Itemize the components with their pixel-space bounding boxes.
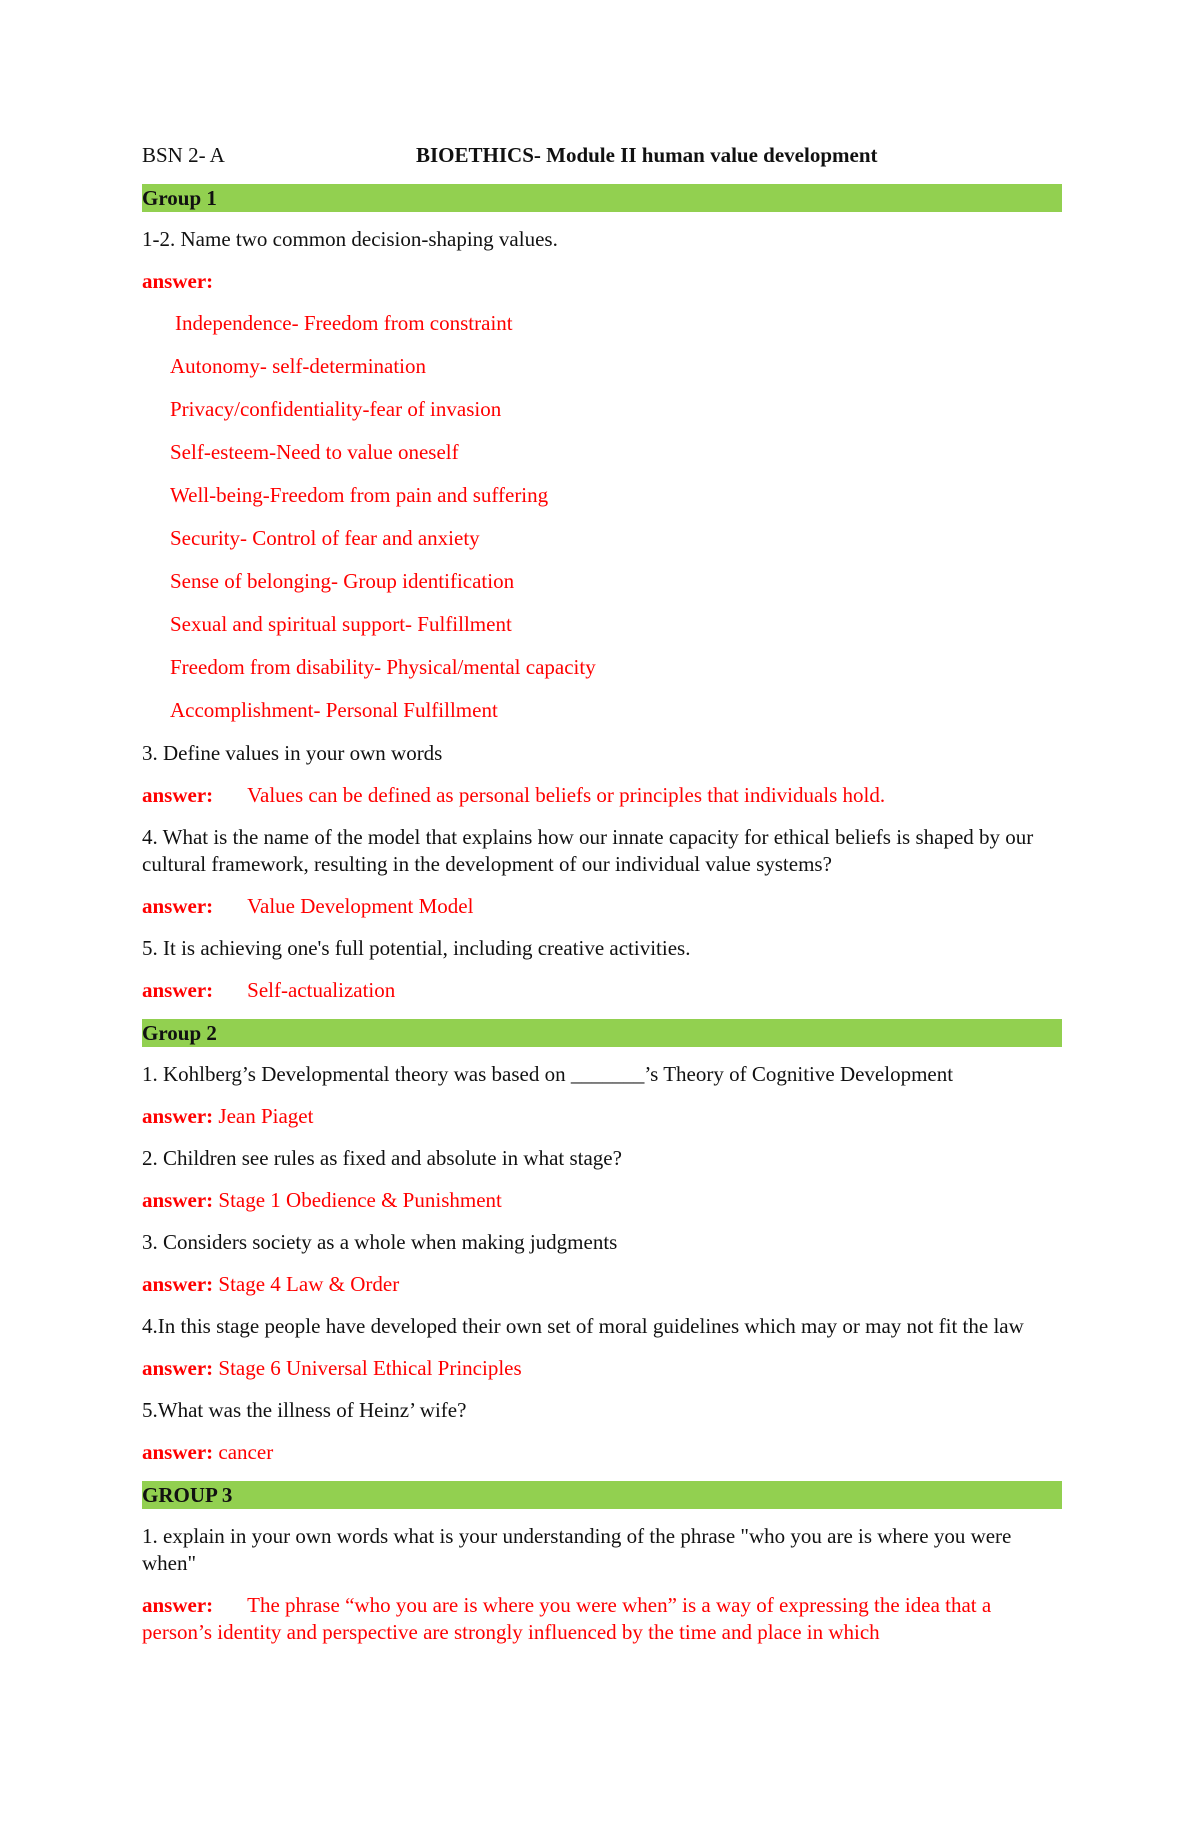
document-title: BIOETHICS- Module II human value development: [416, 143, 878, 167]
value-item: Well-being-Freedom from pain and suffering: [170, 483, 549, 507]
group2-answer-3: answer: Stage 4 Law & Order: [142, 1272, 400, 1296]
group1-question-5: 5. It is achieving one's full potential, including creative activities.: [142, 936, 691, 960]
value-item: Autonomy- self-determination: [170, 354, 427, 378]
group2-answer-5: answer: cancer: [142, 1440, 274, 1464]
value-item: Accomplishment- Personal Fulfillment: [170, 698, 498, 722]
value-item: Sense of belonging- Group identification: [170, 569, 515, 593]
value-item: Privacy/confidentiality-fear of invasion: [170, 397, 502, 421]
class-label: BSN 2- A: [142, 143, 225, 167]
group2-answer-4: answer: Stage 6 Universal Ethical Principles: [142, 1356, 522, 1380]
group1-question-4: 4. What is the name of the model that explains how our innate capacity for ethical beliefs is shaped by our cultural framework, resulting in the development of our individual value systems?: [142, 825, 1034, 876]
document-content: [142, 142, 1062, 1661]
value-item: Security- Control of fear and anxiety: [170, 526, 480, 550]
group3-question-1: 1. explain in your own words what is your understanding of the phrase "who you are is where you were when": [142, 1524, 1012, 1575]
group1-answer-5: answer: Self-actualization: [142, 978, 396, 1002]
group1-answer-label: answer:: [142, 269, 214, 293]
group1-question-3: 3. Define values in your own words: [142, 741, 443, 765]
document-header: [142, 142, 1062, 172]
group3-heading: GROUP 3: [142, 1481, 1062, 1509]
group2-question-5: 5.What was the illness of Heinz’ wife?: [142, 1398, 467, 1422]
group2-answer-2: answer: Stage 1 Obedience & Punishment: [142, 1188, 502, 1212]
value-item: Freedom from disability- Physical/mental capacity: [170, 655, 596, 679]
value-item: Independence- Freedom from constraint: [175, 311, 513, 335]
group2-question-4: 4.In this stage people have developed their own set of moral guidelines which may or may not fit the law: [142, 1314, 1024, 1338]
value-item: Self-esteem-Need to value oneself: [170, 440, 459, 464]
group1-answer-3: answer: Values can be defined as personal beliefs or principles that individuals hold.: [142, 783, 886, 807]
group2-question-2: 2. Children see rules as fixed and absolute in what stage?: [142, 1146, 622, 1170]
group3-answer-1: answer: The phrase “who you are is where you were when” is a way of expressing the idea that a person’s identity and perspective are strongly influenced by the time and place in which: [142, 1593, 992, 1644]
group2-heading: Group 2: [142, 1019, 1062, 1047]
value-item: Sexual and spiritual support- Fulfillment: [170, 612, 512, 636]
group2-question-1: 1. Kohlberg’s Developmental theory was based on _______’s Theory of Cognitive Development: [142, 1062, 954, 1086]
group1-answer-4: answer: Value Development Model: [142, 894, 474, 918]
group1-heading: Group 1: [142, 184, 1062, 212]
group2-answer-1: answer: Jean Piaget: [142, 1104, 314, 1128]
group2-question-3: 3. Considers society as a whole when making judgments: [142, 1230, 618, 1254]
group1-question-1: 1-2. Name two common decision-shaping values.: [142, 227, 558, 251]
